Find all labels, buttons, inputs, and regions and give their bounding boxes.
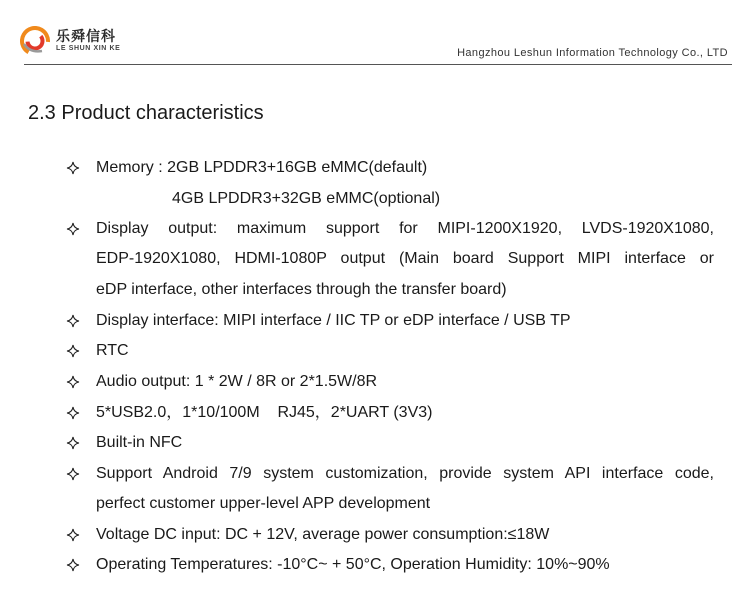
list-item-line: Support Android 7/9 system customization, provide system API interface code, [96,465,714,482]
list-item-line: EDP-1920X1080, HDMI-1080P output (Main board Support MIPI interface or [96,250,714,267]
diamond-star-icon [66,558,80,572]
list-item-line: 4GB LPDDR3+32GB eMMC(optional) [172,190,441,207]
company-name: Hangzhou Leshun Information Technology Co., LTD [457,47,728,59]
list-item-line: 5*USB2.0，1*10/100M RJ45，2*UART (3V3) [96,404,433,421]
diamond-star-icon [66,406,80,420]
list-item-line: Built-in NFC [96,434,183,451]
leshun-logo-icon [20,26,50,56]
list-item-line: Operating Temperatures: -10°C~ + 50°C, Operation Humidity: 10%~90% [96,556,610,573]
list-item-line: Display output: maximum support for MIPI-1200X1920, LVDS-1920X1080, [96,220,714,237]
diamond-star-icon [66,314,80,328]
logo-chinese-name: 乐舜信科 [56,29,116,45]
diamond-star-icon [66,161,80,175]
diamond-star-icon [66,375,80,389]
list-item-line: perfect customer upper-level APP development [96,495,431,512]
list-item-line: RTC [96,342,129,359]
logo-english-name: LE SHUN XIN KE [56,45,121,52]
diamond-star-icon [66,467,80,481]
list-item-line: Memory : 2GB LPDDR3+16GB eMMC(default) [96,159,428,176]
list-item-line: Voltage DC input: DC + 12V, average power consumption:≤18W [96,526,550,543]
list-item-line: Display interface: MIPI interface / IIC TP or eDP interface / USB TP [96,312,571,329]
list-item-line: eDP interface, other interfaces through the transfer board) [96,281,507,298]
list-item-line: Audio output: 1 * 2W / 8R or 2*1.5W/8R [96,373,378,390]
page-header [0,0,750,66]
diamond-star-icon [66,436,80,450]
header-divider [24,64,732,65]
diamond-star-icon [66,222,80,236]
diamond-star-icon [66,528,80,542]
diamond-star-icon [66,344,80,358]
section-title: 2.3 Product characteristics [28,102,264,124]
